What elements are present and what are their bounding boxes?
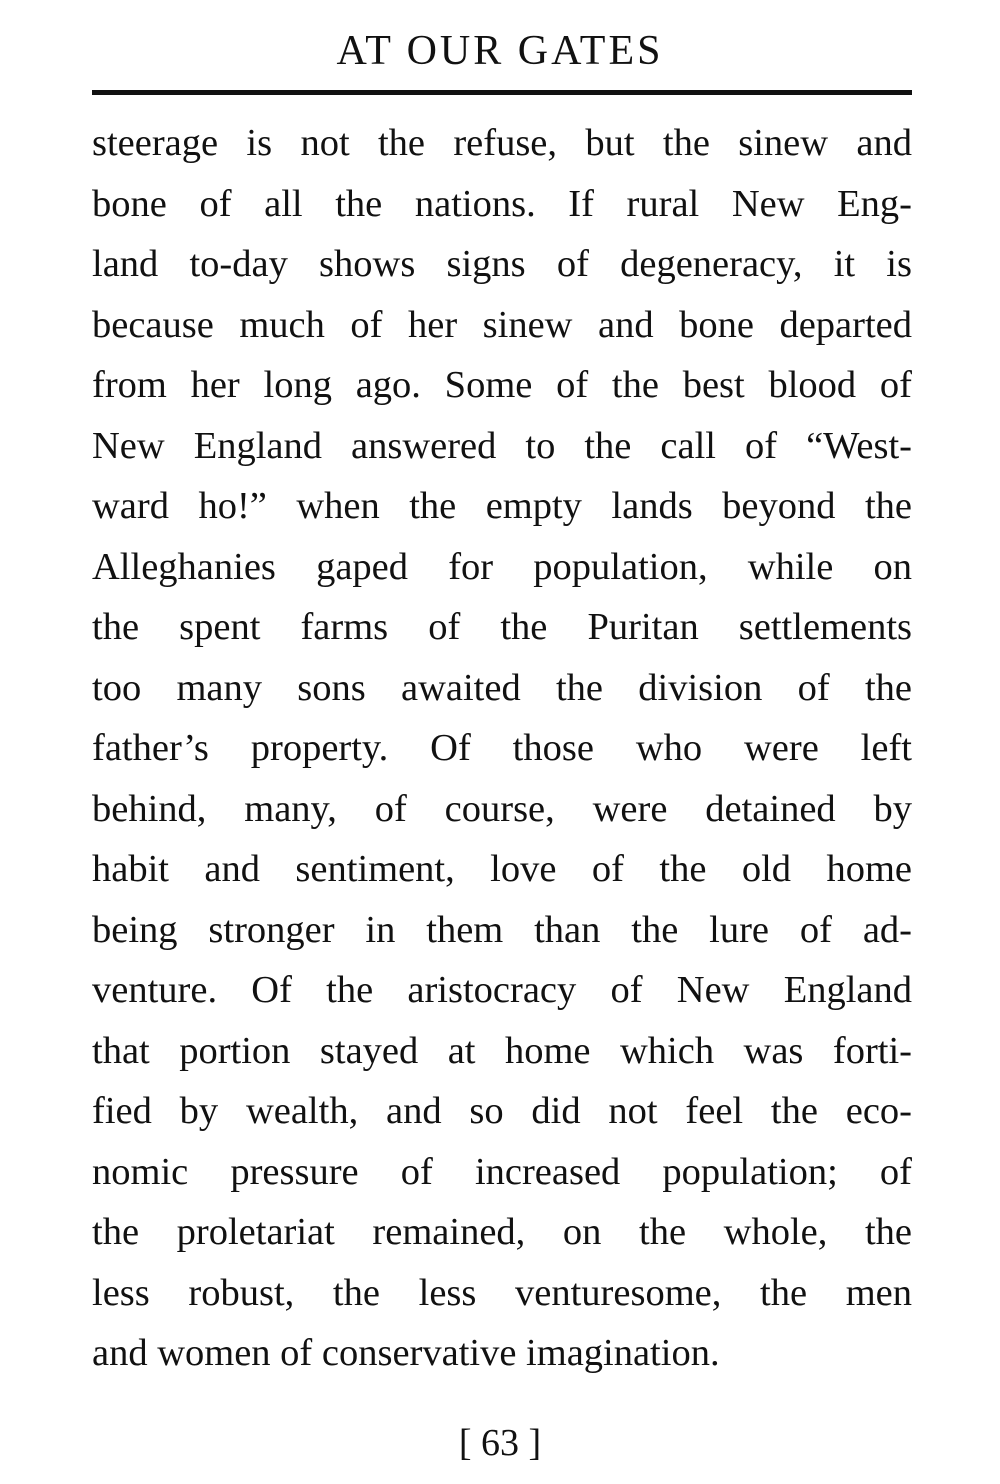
text-line: land to-day shows signs of degeneracy, it is	[92, 243, 912, 285]
text-line: father’s property. Of those who were left	[92, 727, 912, 769]
text-line: fied by wealth, and so did not feel the eco-	[92, 1090, 912, 1132]
text-line: and women of conservative imagination.	[92, 1332, 720, 1374]
text-line: habit and sentiment, love of the old home	[92, 848, 912, 890]
text-line: venture. Of the aristocracy of New England	[92, 969, 912, 1011]
text-line: steerage is not the refuse, but the sinew and	[92, 122, 912, 164]
text-line: New England answered to the call of “West-	[92, 424, 912, 467]
text-line: less robust, the less venturesome, the men	[92, 1271, 912, 1314]
text-line: from her long ago. Some of the best blood of	[92, 364, 912, 406]
text-line: being stronger in them than the lure of ad-	[92, 908, 912, 951]
text-line: behind, many, of course, were detained by	[92, 787, 912, 830]
text-line: that portion stayed at home which was forti-	[92, 1029, 912, 1072]
body-text	[92, 113, 912, 1384]
text-line: Alleghanies gaped for population, while on	[92, 545, 912, 588]
page-number: [ 63 ]	[458, 1422, 542, 1464]
running-head: AT OUR GATES	[336, 28, 664, 74]
text-line: ward ho!” when the empty lands beyond the	[92, 485, 912, 527]
text-line: nomic pressure of increased population; of	[92, 1150, 912, 1193]
text-line: bone of all the nations. If rural New Eng-	[92, 182, 912, 225]
text-line: the proletariat remained, on the whole, the	[92, 1211, 912, 1253]
header-rule	[92, 90, 912, 95]
text-line: the spent farms of the Puritan settlements	[92, 606, 912, 648]
text-line: because much of her sinew and bone departed	[92, 303, 912, 346]
text-line: too many sons awaited the division of the	[92, 666, 912, 709]
